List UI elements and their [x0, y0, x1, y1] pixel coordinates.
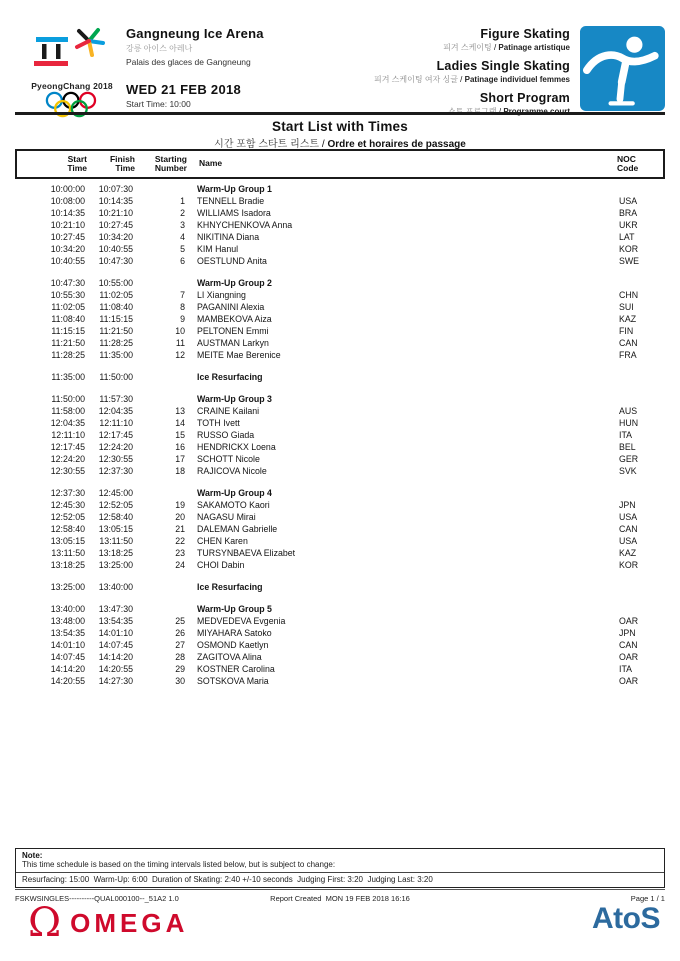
column-header-start-time: Start Time [67, 153, 87, 173]
footer [15, 894, 665, 903]
noc-code-cell [619, 371, 665, 383]
table-row [15, 639, 665, 651]
noc-code-cell: OAR [619, 616, 639, 626]
noc-code-cell: OAR [619, 676, 639, 686]
name-cell: MAMBEKOVA Aiza [197, 314, 272, 324]
noc-code-cell: ITA [619, 664, 633, 674]
atos-logo: AtoS [592, 902, 660, 935]
session-date: WED 21 FEB 2018 [126, 82, 242, 97]
noc-code-cell: JPN [619, 628, 636, 638]
starting-number-cell [133, 581, 185, 593]
name-cell: CRAINE Kailani [197, 406, 260, 416]
name-cell: MIYAHARA Satoko [197, 628, 272, 638]
finish-time-cell: 12:11:10 [99, 418, 133, 428]
starting-number-cell: 7 [180, 290, 185, 300]
table-row [15, 499, 665, 511]
starting-number-cell: 21 [175, 524, 185, 534]
starting-number-cell [133, 371, 185, 383]
name-cell: Warm-Up Group 4 [197, 488, 272, 498]
table-row [15, 417, 665, 429]
event-title: Ladies Single Skating [436, 59, 570, 73]
noc-code-cell: KOR [619, 560, 639, 570]
name-cell: TOTH Ivett [197, 418, 240, 428]
noc-code-cell: ITA [619, 430, 633, 440]
starting-number-cell: 6 [180, 256, 185, 266]
table-row [15, 337, 665, 349]
table-row [15, 453, 665, 465]
table-row [15, 441, 665, 453]
name-cell: DALEMAN Gabrielle [197, 524, 278, 534]
finish-time-cell: 12:24:20 [98, 442, 133, 452]
table-row [15, 603, 665, 615]
segment-title: Short Program [479, 91, 570, 105]
start-time-cell: 11:08:40 [51, 314, 85, 324]
start-time-cell: 11:35:00 [51, 372, 85, 382]
omega-logo [28, 900, 189, 946]
starting-number-cell: 5 [180, 244, 185, 254]
start-time-cell: 10:21:10 [50, 220, 85, 230]
start-time-cell: 11:50:00 [51, 394, 85, 404]
table-row [15, 195, 665, 207]
starting-number-cell: 24 [175, 560, 185, 570]
venue-name-french: Palais des glaces de Gangneung [126, 57, 251, 67]
noc-code-cell: UKR [619, 220, 638, 230]
table-body [15, 183, 665, 687]
finish-time-cell: 13:11:50 [99, 536, 133, 546]
finish-time-cell: 13:47:30 [98, 604, 133, 614]
start-time-cell: 10:55:30 [50, 290, 85, 300]
name-cell: WILLIAMS Isadora [197, 208, 271, 218]
table-row [15, 349, 665, 361]
event-subtitle: 피겨 스케이팅 여자 싱글 / Patinage individuel femmes [374, 75, 570, 84]
start-time-cell: 13:40:00 [50, 604, 85, 614]
discipline-title: Figure Skating [480, 27, 570, 41]
table-row [15, 371, 665, 383]
table-row [15, 581, 665, 593]
finish-time-cell: 12:30:55 [98, 454, 133, 464]
starting-number-cell: 25 [175, 616, 185, 626]
note-box [15, 848, 665, 888]
start-time-cell: 14:20:55 [50, 676, 85, 686]
table-row [15, 183, 665, 195]
starting-number-cell: 1 [180, 196, 185, 206]
table-row [15, 405, 665, 417]
noc-code-cell: KOR [619, 244, 639, 254]
start-time-cell: 12:11:10 [51, 430, 85, 440]
noc-code-cell: CAN [619, 640, 638, 650]
starting-number-cell: 18 [175, 466, 185, 476]
finish-time-cell: 10:40:55 [98, 244, 133, 254]
starting-number-cell: 15 [175, 430, 185, 440]
finish-time-cell: 10:55:00 [98, 278, 133, 288]
table-spacer [15, 267, 665, 277]
table-row [15, 313, 665, 325]
page-title: Start List with Times [272, 119, 408, 134]
table-row [15, 393, 665, 405]
noc-code-cell: JPN [619, 500, 636, 510]
start-time-cell: 10:47:30 [50, 278, 85, 288]
starting-number-cell: 20 [175, 512, 185, 522]
start-time-cell: 11:15:15 [51, 326, 85, 336]
noc-code-cell: GER [619, 454, 639, 464]
pyeongchang-emblem-icon [34, 61, 110, 78]
table-row [15, 429, 665, 441]
starting-number-cell [133, 487, 185, 499]
noc-code-cell [619, 603, 665, 615]
header-divider [15, 112, 665, 115]
start-time-cell: 13:48:00 [50, 616, 85, 626]
report-created: Report Created MON 19 FEB 2018 16:16 [270, 894, 410, 903]
start-time-cell: 10:27:45 [50, 232, 85, 242]
starting-number-cell: 17 [175, 454, 185, 464]
document-header [30, 26, 665, 124]
name-cell: Warm-Up Group 2 [197, 278, 272, 288]
column-header-finish-time: Finish Time [109, 153, 135, 173]
finish-time-cell: 14:27:30 [98, 676, 133, 686]
table-spacer [15, 361, 665, 371]
starting-number-cell: 3 [180, 220, 185, 230]
noc-code-cell: AUS [619, 406, 638, 416]
starting-number-cell: 22 [175, 536, 185, 546]
pyeongchang-wordmark: PyeongChang 2018 [31, 81, 113, 91]
table-row [15, 255, 665, 267]
noc-code-cell: CAN [619, 524, 638, 534]
table-row [15, 465, 665, 477]
table-spacer [15, 477, 665, 487]
table-row [15, 487, 665, 499]
finish-time-cell: 12:37:30 [98, 466, 133, 476]
name-cell: NAGASU Mirai [197, 512, 256, 522]
name-cell: PELTONEN Emmi [197, 326, 269, 336]
starting-number-cell: 13 [175, 406, 185, 416]
start-time-cell: 12:17:45 [50, 442, 85, 452]
starting-number-cell [133, 277, 185, 289]
table-row [15, 535, 665, 547]
name-cell: Warm-Up Group 3 [197, 394, 272, 404]
start-time-cell: 13:11:50 [51, 548, 85, 558]
finish-time-cell: 10:34:20 [98, 232, 133, 242]
table-row [15, 231, 665, 243]
finish-time-cell: 10:21:10 [98, 208, 133, 218]
start-time-cell: 10:08:00 [50, 196, 85, 206]
noc-code-cell: SWE [619, 256, 640, 266]
start-time-cell: 11:21:50 [51, 338, 85, 348]
start-time-cell: 13:18:25 [50, 560, 85, 570]
starting-number-cell: 8 [180, 302, 185, 312]
noc-code-cell: USA [619, 196, 638, 206]
name-cell: ZAGITOVA Alina [197, 652, 262, 662]
name-cell: KIM Hanul [197, 244, 239, 254]
table-row [15, 559, 665, 571]
noc-code-cell [619, 393, 665, 405]
table-spacer [15, 383, 665, 393]
venue-name-korean: 강릉 아이스 아레나 [126, 44, 193, 53]
starting-number-cell: 30 [175, 676, 185, 686]
starting-number-cell: 12 [175, 350, 185, 360]
start-time-cell: 10:14:35 [50, 208, 85, 218]
table-row [15, 289, 665, 301]
starting-number-cell: 9 [180, 314, 185, 324]
name-cell: RUSSO Giada [197, 430, 255, 440]
finish-time-cell: 12:52:05 [98, 500, 133, 510]
noc-code-cell [619, 183, 665, 195]
finish-time-cell: 14:07:45 [98, 640, 133, 650]
finish-time-cell: 12:17:45 [98, 430, 133, 440]
noc-code-cell [619, 277, 665, 289]
table-spacer [15, 593, 665, 603]
start-time-cell: 13:25:00 [50, 582, 85, 592]
note-label: Note: [22, 851, 43, 860]
starting-number-cell [133, 603, 185, 615]
note-intervals: Resurfacing: 15:00 Warm-Up: 6:00 Duration of Skating: 2:40 +/-10 seconds Judging First: 3:20 Judging Last: 3:20 [16, 872, 664, 887]
finish-time-cell: 11:28:25 [99, 338, 133, 348]
column-header-starting-number: Starting Number [154, 153, 187, 173]
table-spacer [15, 571, 665, 581]
starting-number-cell [133, 183, 185, 195]
name-cell: TURSYNBAEVA Elizabet [197, 548, 296, 558]
starting-number-cell: 29 [175, 664, 185, 674]
noc-code-cell: FRA [619, 350, 637, 360]
noc-code-cell: OAR [619, 652, 639, 662]
finish-time-cell: 11:15:15 [99, 314, 133, 324]
table-row [15, 651, 665, 663]
name-cell: OESTLUND Anita [197, 256, 267, 266]
starting-number-cell: 27 [175, 640, 185, 650]
finish-time-cell: 10:47:30 [98, 256, 133, 266]
noc-code-cell: USA [619, 512, 638, 522]
column-header-noc-code: NOC Code [617, 153, 639, 173]
session-start-time: Start Time: 10:00 [126, 99, 191, 109]
noc-code-cell: BEL [619, 442, 636, 452]
document-code: FSKWSINGLES----------QUAL000100--_51A2 1.0 [15, 894, 179, 903]
noc-code-cell: LAT [619, 232, 635, 242]
noc-code-cell: KAZ [619, 314, 637, 324]
noc-code-cell: SUI [619, 302, 634, 312]
starting-number-cell: 28 [175, 652, 185, 662]
table-row [15, 277, 665, 289]
finish-time-cell: 11:08:40 [99, 302, 133, 312]
table-row [15, 243, 665, 255]
note-text: This time schedule is based on the timing intervals listed below, but is subject to change: [22, 860, 336, 869]
finish-time-cell: 11:21:50 [99, 326, 133, 336]
finish-time-cell: 12:45:00 [98, 488, 133, 498]
noc-code-cell [619, 487, 665, 499]
name-cell: AUSTMAN Larkyn [197, 338, 269, 348]
name-cell: Ice Resurfacing [197, 582, 263, 592]
omega-logo-text: OMEGA [70, 907, 189, 938]
column-header-name: Name [199, 158, 223, 169]
start-time-cell: 10:00:00 [50, 184, 85, 194]
name-cell: KOSTNER Carolina [197, 664, 275, 674]
discipline-subtitle: 피겨 스케이팅 / Patinage artistique [443, 43, 570, 52]
finish-time-cell: 13:25:00 [98, 560, 133, 570]
table-row [15, 675, 665, 687]
table-row [15, 627, 665, 639]
name-cell: MEITE Mae Berenice [197, 350, 281, 360]
name-cell: LI Xiangning [197, 290, 246, 300]
name-cell: MEDVEDEVA Evgenia [197, 616, 286, 626]
name-cell: SCHOTT Nicole [197, 454, 260, 464]
noc-code-cell: KAZ [619, 548, 637, 558]
finish-time-cell: 14:14:20 [98, 652, 133, 662]
starting-number-cell: 2 [180, 208, 185, 218]
noc-code-cell: CHN [619, 290, 639, 300]
table-row [15, 207, 665, 219]
table-row [15, 219, 665, 231]
finish-time-cell: 11:57:30 [99, 394, 133, 404]
noc-code-cell: CAN [619, 338, 638, 348]
starting-number-cell: 19 [175, 500, 185, 510]
finish-time-cell: 11:35:00 [99, 350, 133, 360]
finish-time-cell: 14:20:55 [98, 664, 133, 674]
start-time-cell: 10:40:55 [50, 256, 85, 266]
page-title-block [0, 119, 680, 150]
name-cell: NIKITINA Diana [197, 232, 260, 242]
start-time-cell: 11:02:05 [51, 302, 85, 312]
start-time-cell: 11:28:25 [51, 350, 85, 360]
table-row [15, 523, 665, 535]
starting-number-cell: 11 [175, 338, 185, 348]
omega-symbol-icon: Ω [28, 900, 62, 946]
event-block [341, 26, 580, 124]
pyeongchang-logo [30, 26, 114, 124]
table-row [15, 511, 665, 523]
finish-time-cell: 13:40:00 [98, 582, 133, 592]
noc-code-cell: FIN [619, 326, 634, 336]
table-row [15, 547, 665, 559]
start-time-cell: 10:34:20 [50, 244, 85, 254]
finish-time-cell: 10:27:45 [98, 220, 133, 230]
table-row [15, 325, 665, 337]
start-time-cell: 14:07:45 [50, 652, 85, 662]
name-cell: HENDRICKX Loena [197, 442, 276, 452]
start-time-cell: 12:04:35 [50, 418, 85, 428]
noc-code-cell: BRA [619, 208, 638, 218]
name-cell: Warm-Up Group 5 [197, 604, 272, 614]
finish-time-cell: 13:05:15 [98, 524, 133, 534]
name-cell: CHEN Karen [197, 536, 248, 546]
starting-number-cell: 4 [180, 232, 185, 242]
name-cell: PAGANINI Alexia [197, 302, 265, 312]
venue-block [126, 26, 341, 109]
start-time-cell: 11:58:00 [51, 406, 85, 416]
finish-time-cell: 11:50:00 [99, 372, 133, 382]
starting-number-cell: 23 [175, 548, 185, 558]
start-time-cell: 12:45:30 [50, 500, 85, 510]
name-cell: OSMOND Kaetlyn [197, 640, 269, 650]
finish-time-cell: 13:18:25 [98, 548, 133, 558]
name-cell: SOTSKOVA Maria [197, 676, 269, 686]
start-time-cell: 14:01:10 [50, 640, 85, 650]
starting-number-cell: 26 [175, 628, 185, 638]
name-cell: Ice Resurfacing [197, 372, 263, 382]
finish-time-cell: 11:02:05 [99, 290, 133, 300]
start-time-cell: 12:52:05 [50, 512, 85, 522]
finish-time-cell: 12:58:40 [98, 512, 133, 522]
name-cell: CHOI Dabin [197, 560, 245, 570]
finish-time-cell: 14:01:10 [98, 628, 133, 638]
finish-time-cell: 13:54:35 [98, 616, 133, 626]
start-time-cell: 14:14:20 [50, 664, 85, 674]
noc-code-cell: SVK [619, 466, 637, 476]
start-time-cell: 12:24:20 [50, 454, 85, 464]
start-time-cell: 13:54:35 [50, 628, 85, 638]
starting-number-cell: 16 [175, 442, 185, 452]
starting-number-cell: 10 [175, 326, 185, 336]
noc-code-cell: HUN [619, 418, 639, 428]
table-row [15, 663, 665, 675]
page-subtitle: 시간 포함 스타트 리스트 / Ordre et horaires de passage [214, 139, 466, 150]
start-time-cell: 12:30:55 [50, 466, 85, 476]
table-header [15, 149, 665, 179]
table-row [15, 301, 665, 313]
finish-time-cell: 10:14:35 [98, 196, 133, 206]
start-list-table [15, 149, 665, 687]
name-cell: SAKAMOTO Kaori [197, 500, 270, 510]
finish-time-cell: 10:07:30 [98, 184, 133, 194]
name-cell: TENNELL Bradie [197, 196, 265, 206]
noc-code-cell [619, 581, 665, 593]
venue-name: Gangneung Ice Arena [126, 26, 264, 41]
name-cell: KHNYCHENKOVA Anna [197, 220, 293, 230]
footer-divider [15, 889, 665, 890]
start-time-cell: 12:58:40 [50, 524, 85, 534]
starting-number-cell [133, 393, 185, 405]
figure-skating-pictogram-icon [580, 26, 665, 111]
start-time-cell: 13:05:15 [50, 536, 85, 546]
name-cell: Warm-Up Group 1 [197, 184, 272, 194]
noc-code-cell: USA [619, 536, 638, 546]
page-number: Page 1 / 1 [630, 894, 665, 903]
finish-time-cell: 12:04:35 [98, 406, 133, 416]
start-time-cell: 12:37:30 [50, 488, 85, 498]
starting-number-cell: 14 [175, 418, 185, 428]
table-row [15, 615, 665, 627]
name-cell: RAJICOVA Nicole [197, 466, 267, 476]
